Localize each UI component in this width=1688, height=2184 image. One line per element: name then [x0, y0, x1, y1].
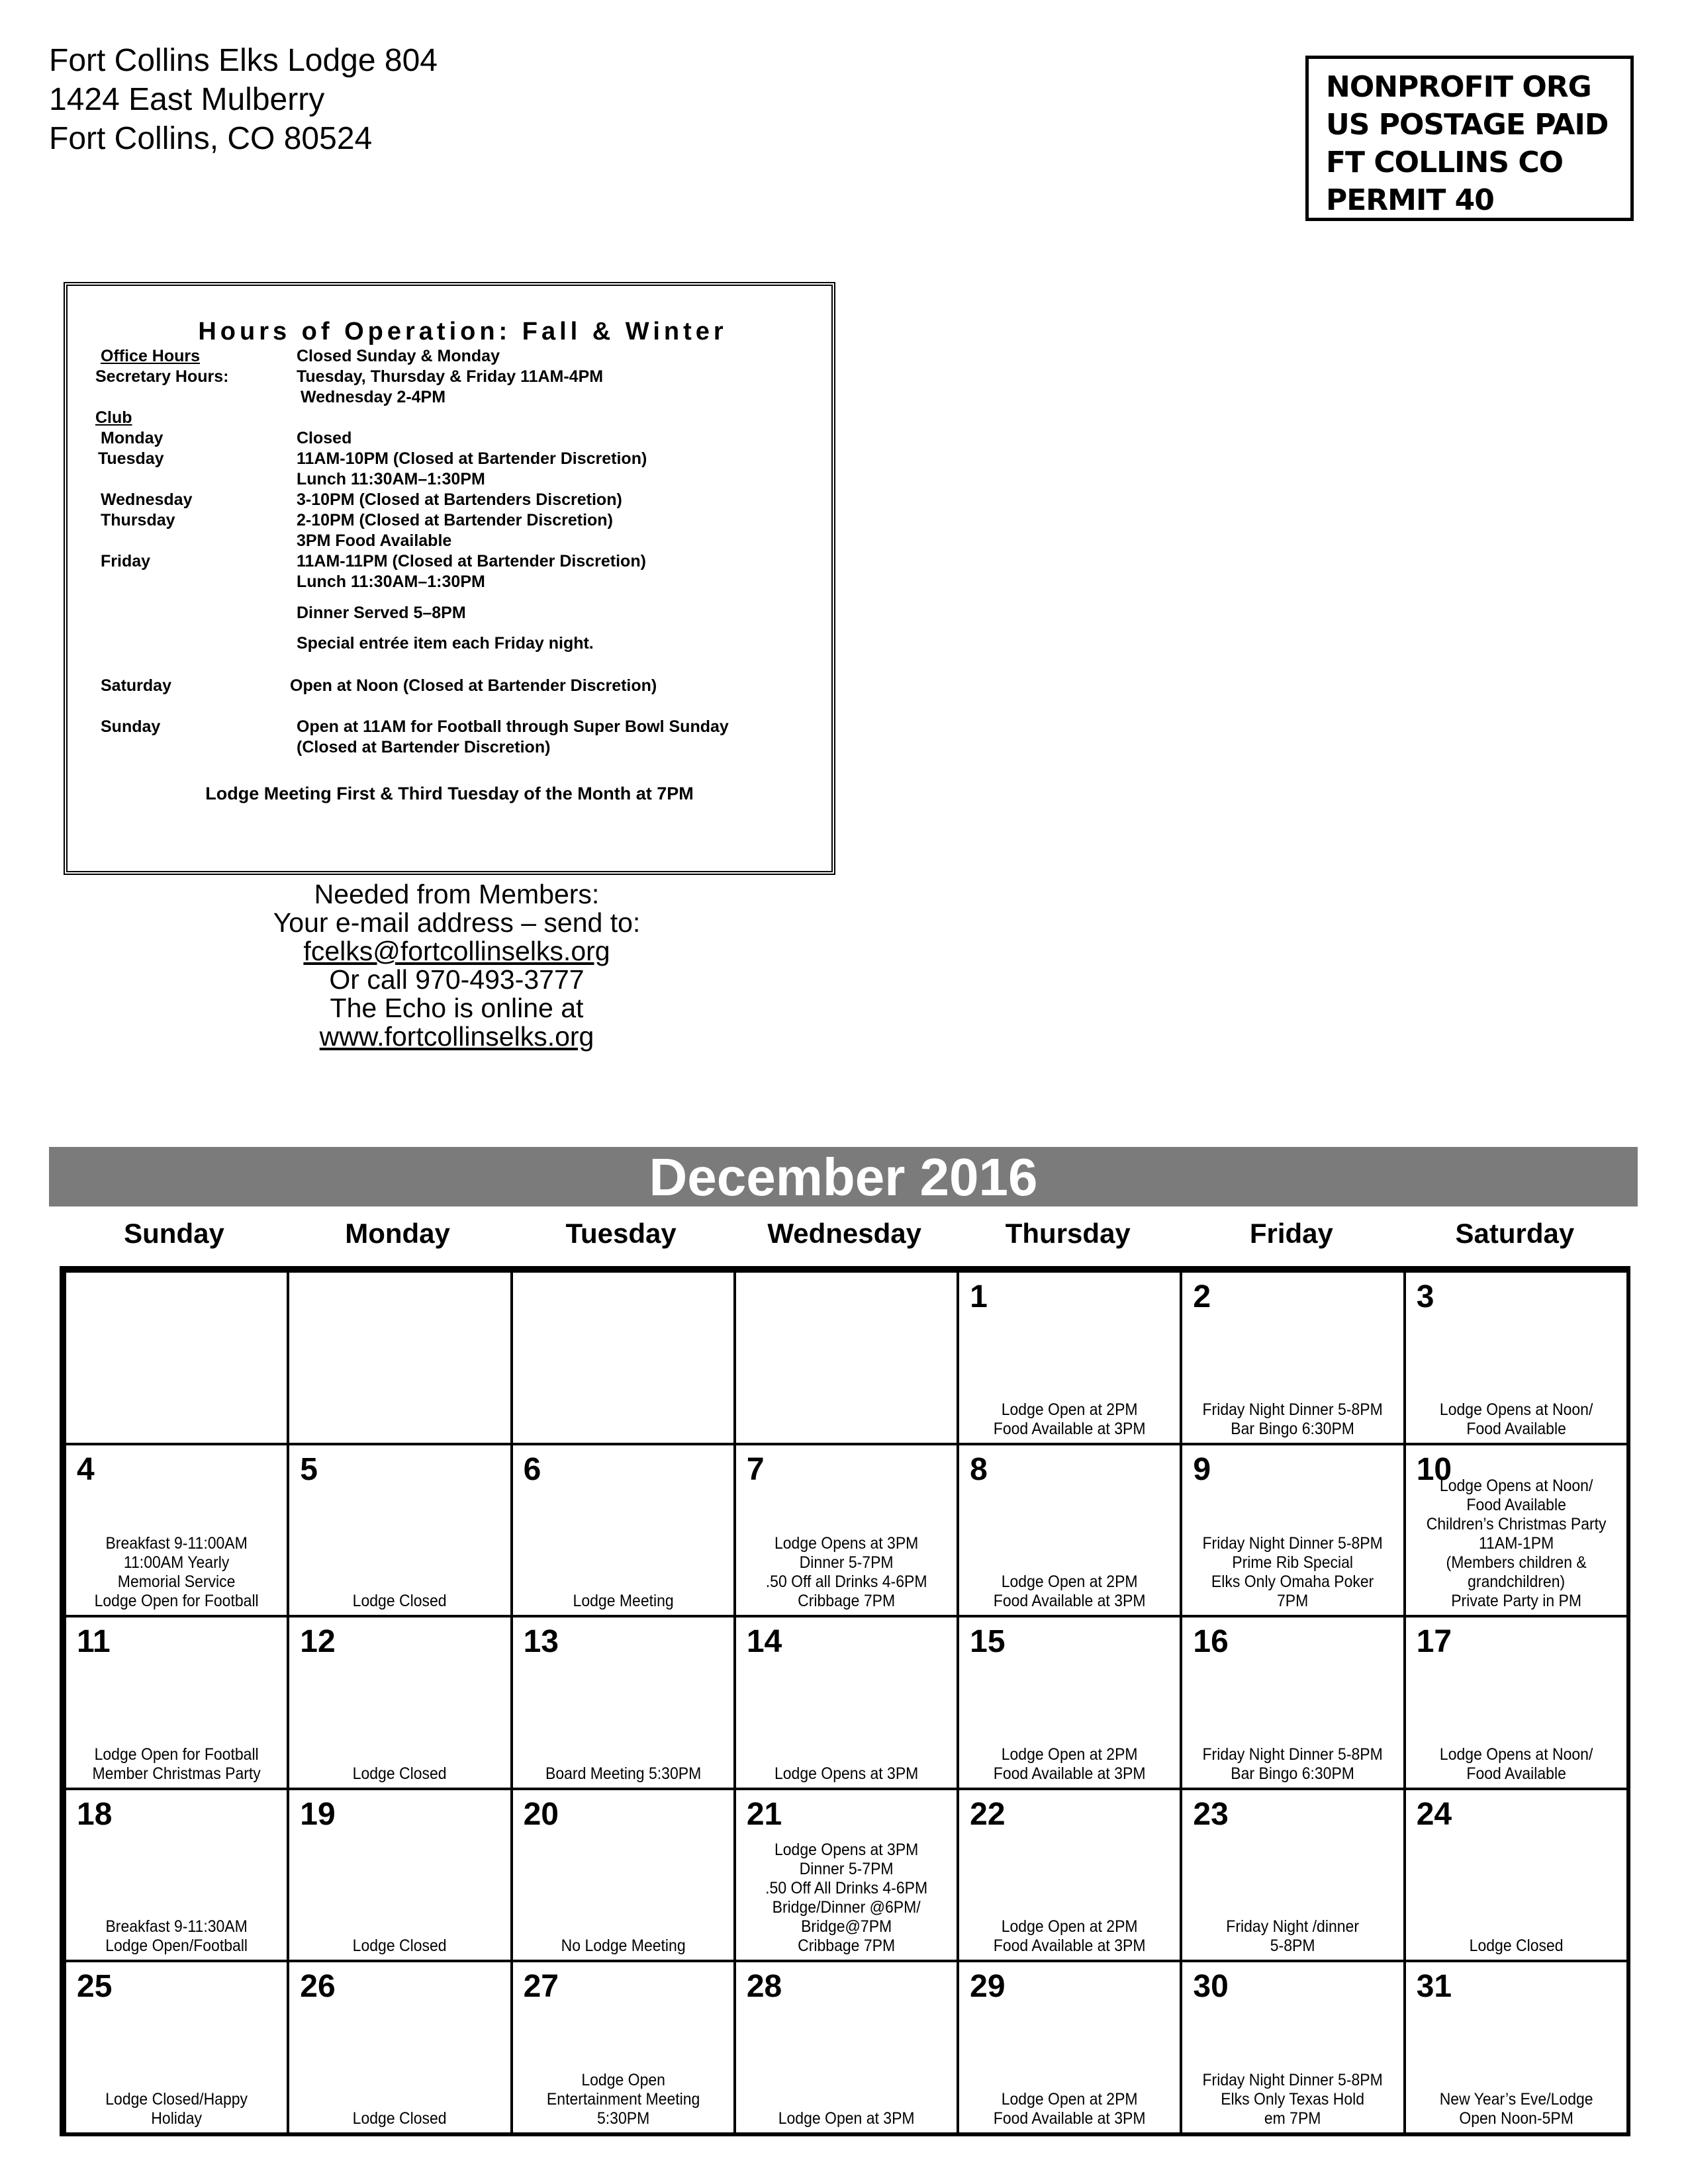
day-events — [749, 1764, 945, 1784]
day-number: 11 — [77, 1624, 111, 1660]
calendar-day-cell — [957, 1615, 1182, 1790]
calendar-day-cell — [733, 1270, 959, 1445]
day-number: 9 — [1193, 1451, 1211, 1487]
event-line: Lodge Open at 2PM — [1001, 2089, 1138, 2109]
calendar-day-cell — [733, 1615, 959, 1790]
event-line: 5-8PM — [1270, 1936, 1315, 1956]
day-number: 8 — [970, 1451, 988, 1487]
calendar-day-cell — [287, 1270, 512, 1445]
office-hours-label: Office Hours — [101, 347, 201, 365]
event-line: 11:00AM Yearly — [123, 1553, 230, 1572]
event-line: Lodge Closed — [352, 1936, 447, 1956]
calendar-day-cell — [64, 1443, 289, 1618]
calendar-day-cell — [733, 1788, 959, 1963]
event-line: Food Available at 3PM — [993, 1419, 1146, 1438]
day-number: 18 — [77, 1796, 113, 1832]
calendar-day-cell — [510, 1788, 736, 1963]
event-line: Friday Night /dinner — [1226, 1917, 1360, 1936]
event-line: Bridge/Dinner @6PM/ — [772, 1898, 921, 1917]
calendar-day-cell — [1403, 1960, 1629, 2135]
weekday-header: Sunday — [124, 1218, 224, 1249]
day-events — [525, 1936, 721, 1956]
event-line: 5:30PM — [596, 2109, 649, 2128]
calendar-day-cell — [64, 1615, 289, 1790]
day-events — [1419, 1400, 1615, 1439]
event-line: Lodge Open at 3PM — [778, 2109, 915, 2128]
event-line: Friday Night Dinner 5-8PM — [1202, 2070, 1383, 2089]
day-number: 30 — [1193, 1969, 1229, 2005]
event-line: Bar Bingo 6:30PM — [1231, 1419, 1355, 1438]
event-line: Member Christmas Party — [92, 1764, 261, 1783]
day-events — [525, 2071, 721, 2128]
event-line: (Members children & — [1446, 1553, 1587, 1572]
event-line: Lodge Open — [581, 2070, 665, 2089]
event-line: New Year’s Eve/Lodge — [1439, 2089, 1593, 2109]
friday-value: Dinner Served 5–8PM — [297, 604, 466, 622]
day-number: 1 — [970, 1279, 988, 1314]
day-events — [972, 1400, 1168, 1439]
calendar-day-cell — [957, 1960, 1182, 2135]
hours-of-operation-box — [64, 282, 835, 875]
event-line: Food Available at 3PM — [993, 2109, 1146, 2128]
weekday-header-row — [62, 1215, 1626, 1252]
event-line: Lodge Closed — [352, 2109, 447, 2128]
day-number: 23 — [1193, 1796, 1229, 1832]
calendar-day-cell — [287, 1443, 512, 1618]
event-line: Holiday — [151, 2109, 202, 2128]
event-line: Lodge Meeting — [573, 1592, 674, 1611]
calendar-title: December 2016 — [49, 1147, 1638, 1206]
event-line: em 7PM — [1264, 2109, 1321, 2128]
event-line: Food Available at 3PM — [993, 1936, 1146, 1956]
sunday-value: Open at 11AM for Football through Super Bowl Sunday — [297, 717, 729, 736]
calendar-day-cell — [510, 1960, 736, 2135]
calendar-day-cell — [64, 1960, 289, 2135]
day-events — [972, 2090, 1168, 2128]
calendar-day-cell — [1180, 1270, 1405, 1445]
event-line: Food Available — [1466, 1419, 1566, 1438]
office-hours-value: Closed Sunday & Monday — [297, 347, 500, 365]
calendar-day-cell — [957, 1270, 1182, 1445]
lodge-meeting-note: Lodge Meeting First & Third Tuesday of the Month at 7PM — [205, 784, 694, 803]
sunday-value: (Closed at Bartender Discretion) — [297, 738, 551, 756]
day-number: 22 — [970, 1796, 1006, 1832]
event-line: Lodge Opens at Noon/ — [1439, 1400, 1593, 1419]
event-line: Open Noon-5PM — [1459, 2109, 1573, 2128]
event-line: Lodge Open/Football — [105, 1936, 248, 1956]
tuesday-value: 11AM-10PM (Closed at Bartender Discretion) — [297, 449, 647, 468]
website-link[interactable]: www.fortcollinselks.org — [319, 1021, 594, 1052]
event-line: Lodge Open for Football — [94, 1592, 259, 1611]
day-number: 25 — [77, 1969, 113, 2005]
event-line: grandchildren) — [1467, 1572, 1565, 1592]
event-line: Lodge Opens at Noon/ — [1439, 1477, 1593, 1496]
weekday-header: Saturday — [1455, 1218, 1575, 1249]
day-number: 29 — [970, 1969, 1006, 2005]
day-events — [749, 2109, 945, 2128]
day-number: 5 — [300, 1451, 318, 1487]
sunday-label: Sunday — [101, 717, 161, 736]
thursday-label: Thursday — [101, 511, 175, 529]
day-events — [1419, 1477, 1615, 1611]
event-line: No Lodge Meeting — [561, 1936, 686, 1956]
event-line: Bar Bingo 6:30PM — [1231, 1764, 1355, 1783]
weekday-header: Wednesday — [767, 1218, 922, 1249]
calendar-grid — [60, 1266, 1630, 2136]
event-line: .50 Off All Drinks 4-6PM — [765, 1879, 927, 1898]
day-number: 16 — [1193, 1624, 1229, 1660]
calendar-day-cell — [510, 1615, 736, 1790]
day-number: 12 — [300, 1624, 336, 1660]
event-line: Lodge Closed — [352, 1592, 447, 1611]
event-line: Cribbage 7PM — [797, 1592, 895, 1611]
calendar-day-cell — [1180, 1960, 1405, 2135]
secretary-hours-value: Tuesday, Thursday & Friday 11AM-4PM — [297, 367, 604, 386]
day-events — [79, 1534, 275, 1611]
event-line: Lodge Opens at 3PM — [774, 1841, 919, 1860]
calendar-day-cell — [64, 1788, 289, 1963]
day-events — [1419, 1936, 1615, 1956]
day-number: 26 — [300, 1969, 336, 2005]
calendar-day-cell — [1403, 1615, 1629, 1790]
event-line: 7PM — [1277, 1592, 1309, 1611]
secretary-hours-value: Wednesday 2-4PM — [301, 388, 446, 406]
event-line: Prime Rib Special — [1232, 1553, 1354, 1572]
event-line: Private Party in PM — [1450, 1592, 1581, 1611]
club-label: Club — [95, 408, 132, 427]
calendar-day-cell — [510, 1443, 736, 1618]
event-line: Friday Night Dinner 5-8PM — [1202, 1400, 1383, 1419]
day-number: 17 — [1416, 1624, 1452, 1660]
event-line: Food Available at 3PM — [993, 1764, 1146, 1783]
event-line: .50 Off all Drinks 4-6PM — [765, 1572, 927, 1592]
day-events — [79, 2090, 275, 2128]
postage-line: NONPROFIT ORG — [1326, 70, 1591, 104]
day-number: 20 — [523, 1796, 559, 1832]
thursday-value: 2-10PM (Closed at Bartender Discretion) — [297, 511, 613, 529]
wednesday-label: Wednesday — [101, 490, 193, 509]
day-number: 27 — [523, 1969, 559, 2005]
day-number: 19 — [300, 1796, 336, 1832]
day-events — [302, 1592, 498, 1611]
event-line: Lodge Closed — [1469, 1936, 1564, 1956]
postage-line: FT COLLINS CO — [1326, 146, 1564, 179]
event-line: Lodge Open for Football — [94, 1745, 259, 1764]
hours-title: Hours of Operation: Fall & Winter — [198, 318, 727, 345]
event-line: Lodge Opens at 3PM — [774, 1534, 919, 1553]
tuesday-label: Tuesday — [98, 449, 164, 468]
friday-value: Special entrée item each Friday night. — [297, 634, 594, 653]
day-events — [1419, 1745, 1615, 1784]
event-line: Lodge Open at 2PM — [1001, 1400, 1138, 1419]
event-line: Elks Only Texas Hold — [1221, 2089, 1365, 2109]
event-line: Entertainment Meeting — [546, 2089, 700, 2109]
calendar-day-cell — [510, 1270, 736, 1445]
friday-value: Lunch 11:30AM–1:30PM — [297, 572, 485, 591]
event-line: Lodge Opens at 3PM — [774, 1764, 919, 1783]
tuesday-value: Lunch 11:30AM–1:30PM — [297, 470, 485, 488]
event-line: Lodge Opens at Noon/ — [1439, 1745, 1593, 1764]
day-events — [79, 1917, 275, 1956]
event-line: Friday Night Dinner 5-8PM — [1202, 1745, 1383, 1764]
event-line: Lodge Closed/Happy — [105, 2089, 248, 2109]
weekday-header: Friday — [1249, 1218, 1333, 1249]
postage-indicia — [1305, 56, 1634, 221]
calendar-day-cell — [64, 1270, 289, 1445]
day-number: 6 — [523, 1451, 541, 1487]
day-events — [1195, 2071, 1391, 2128]
day-events — [79, 1745, 275, 1784]
day-events — [972, 1917, 1168, 1956]
postage-line: US POSTAGE PAID — [1326, 108, 1609, 142]
members-notice-line: Needed from Members: — [314, 879, 600, 909]
return-address-line: 1424 East Mulberry — [49, 82, 325, 117]
friday-label: Friday — [101, 552, 151, 570]
thursday-value: 3PM Food Available — [297, 531, 452, 550]
monday-value: Closed — [297, 429, 352, 447]
day-events — [1195, 1400, 1391, 1439]
event-line: Food Available — [1466, 1496, 1566, 1515]
day-events — [525, 1764, 721, 1784]
members-notice-line: Your e-mail address – send to: — [273, 907, 641, 938]
day-number: 14 — [746, 1624, 782, 1660]
day-events — [1419, 2090, 1615, 2128]
friday-value: 11AM-11PM (Closed at Bartender Discretion) — [297, 552, 646, 570]
calendar-day-cell — [957, 1443, 1182, 1618]
event-line: Board Meeting 5:30PM — [545, 1764, 701, 1783]
event-line: Elks Only Omaha Poker — [1211, 1572, 1374, 1592]
day-events — [749, 1841, 945, 1956]
day-number: 7 — [746, 1451, 765, 1487]
secretary-hours-label: Secretary Hours: — [95, 367, 229, 386]
day-number: 4 — [77, 1451, 95, 1487]
event-line: Memorial Service — [117, 1572, 236, 1592]
day-number: 13 — [523, 1624, 559, 1660]
day-events — [525, 1592, 721, 1611]
day-events — [302, 2109, 498, 2128]
members-notice — [199, 880, 715, 1051]
day-number: 15 — [970, 1624, 1006, 1660]
calendar-day-cell — [957, 1788, 1182, 1963]
day-events — [1195, 1534, 1391, 1611]
day-events — [302, 1764, 498, 1784]
event-line: Lodge Open at 2PM — [1001, 1572, 1138, 1592]
event-line: Bridge@7PM — [800, 1917, 892, 1936]
return-address — [49, 41, 438, 158]
day-number: 24 — [1416, 1796, 1452, 1832]
day-number: 3 — [1416, 1279, 1434, 1314]
day-number: 31 — [1416, 1969, 1452, 2005]
calendar-day-cell — [1403, 1270, 1629, 1445]
monday-label: Monday — [101, 429, 164, 447]
event-line: Children’s Christmas Party — [1426, 1515, 1607, 1534]
event-line: Breakfast 9-11:30AM — [105, 1917, 248, 1936]
email-link[interactable]: fcelks@fortcollinselks.org — [303, 936, 610, 966]
postage-line: PERMIT 40 — [1326, 183, 1494, 217]
event-line: Friday Night Dinner 5-8PM — [1202, 1534, 1383, 1553]
event-line: Lodge Closed — [352, 1764, 447, 1783]
members-notice-line: The Echo is online at — [330, 993, 584, 1023]
weekday-header: Tuesday — [565, 1218, 677, 1249]
members-notice-line: Or call 970-493-3777 — [329, 964, 585, 995]
event-line: Food Available at 3PM — [993, 1592, 1146, 1611]
return-address-line: Fort Collins Elks Lodge 804 — [49, 43, 438, 78]
calendar-day-cell — [733, 1443, 959, 1618]
event-line: Dinner 5-7PM — [799, 1553, 894, 1572]
calendar-day-cell — [1403, 1443, 1629, 1618]
weekday-header: Thursday — [1005, 1218, 1131, 1249]
weekday-header: Monday — [345, 1218, 450, 1249]
event-line: Food Available — [1466, 1764, 1566, 1783]
calendar-day-cell — [287, 1615, 512, 1790]
day-number: 21 — [746, 1796, 782, 1832]
saturday-value: Open at Noon (Closed at Bartender Discretion) — [290, 676, 657, 695]
day-events — [302, 1936, 498, 1956]
calendar-day-cell — [1403, 1788, 1629, 1963]
calendar-day-cell — [287, 1788, 512, 1963]
day-number: 28 — [746, 1969, 782, 2005]
wednesday-value: 3-10PM (Closed at Bartenders Discretion) — [297, 490, 622, 509]
event-line: Breakfast 9-11:00AM — [105, 1534, 248, 1553]
day-events — [972, 1745, 1168, 1784]
calendar-day-cell — [1180, 1443, 1405, 1618]
saturday-label: Saturday — [101, 676, 171, 695]
event-line: Cribbage 7PM — [797, 1936, 895, 1956]
day-events — [1195, 1917, 1391, 1956]
calendar-day-cell — [733, 1960, 959, 2135]
day-events — [1195, 1745, 1391, 1784]
return-address-line: Fort Collins, CO 80524 — [49, 121, 373, 156]
event-line: Dinner 5-7PM — [799, 1860, 894, 1879]
calendar-day-cell — [287, 1960, 512, 2135]
day-events — [972, 1572, 1168, 1611]
day-events — [749, 1534, 945, 1611]
day-number: 2 — [1193, 1279, 1211, 1314]
day-number: 10 — [1416, 1451, 1452, 1487]
calendar-day-cell — [1180, 1788, 1405, 1963]
event-line: Lodge Open at 2PM — [1001, 1917, 1138, 1936]
event-line: Lodge Open at 2PM — [1001, 1745, 1138, 1764]
calendar-day-cell — [1180, 1615, 1405, 1790]
event-line: 11AM-1PM — [1478, 1534, 1554, 1553]
